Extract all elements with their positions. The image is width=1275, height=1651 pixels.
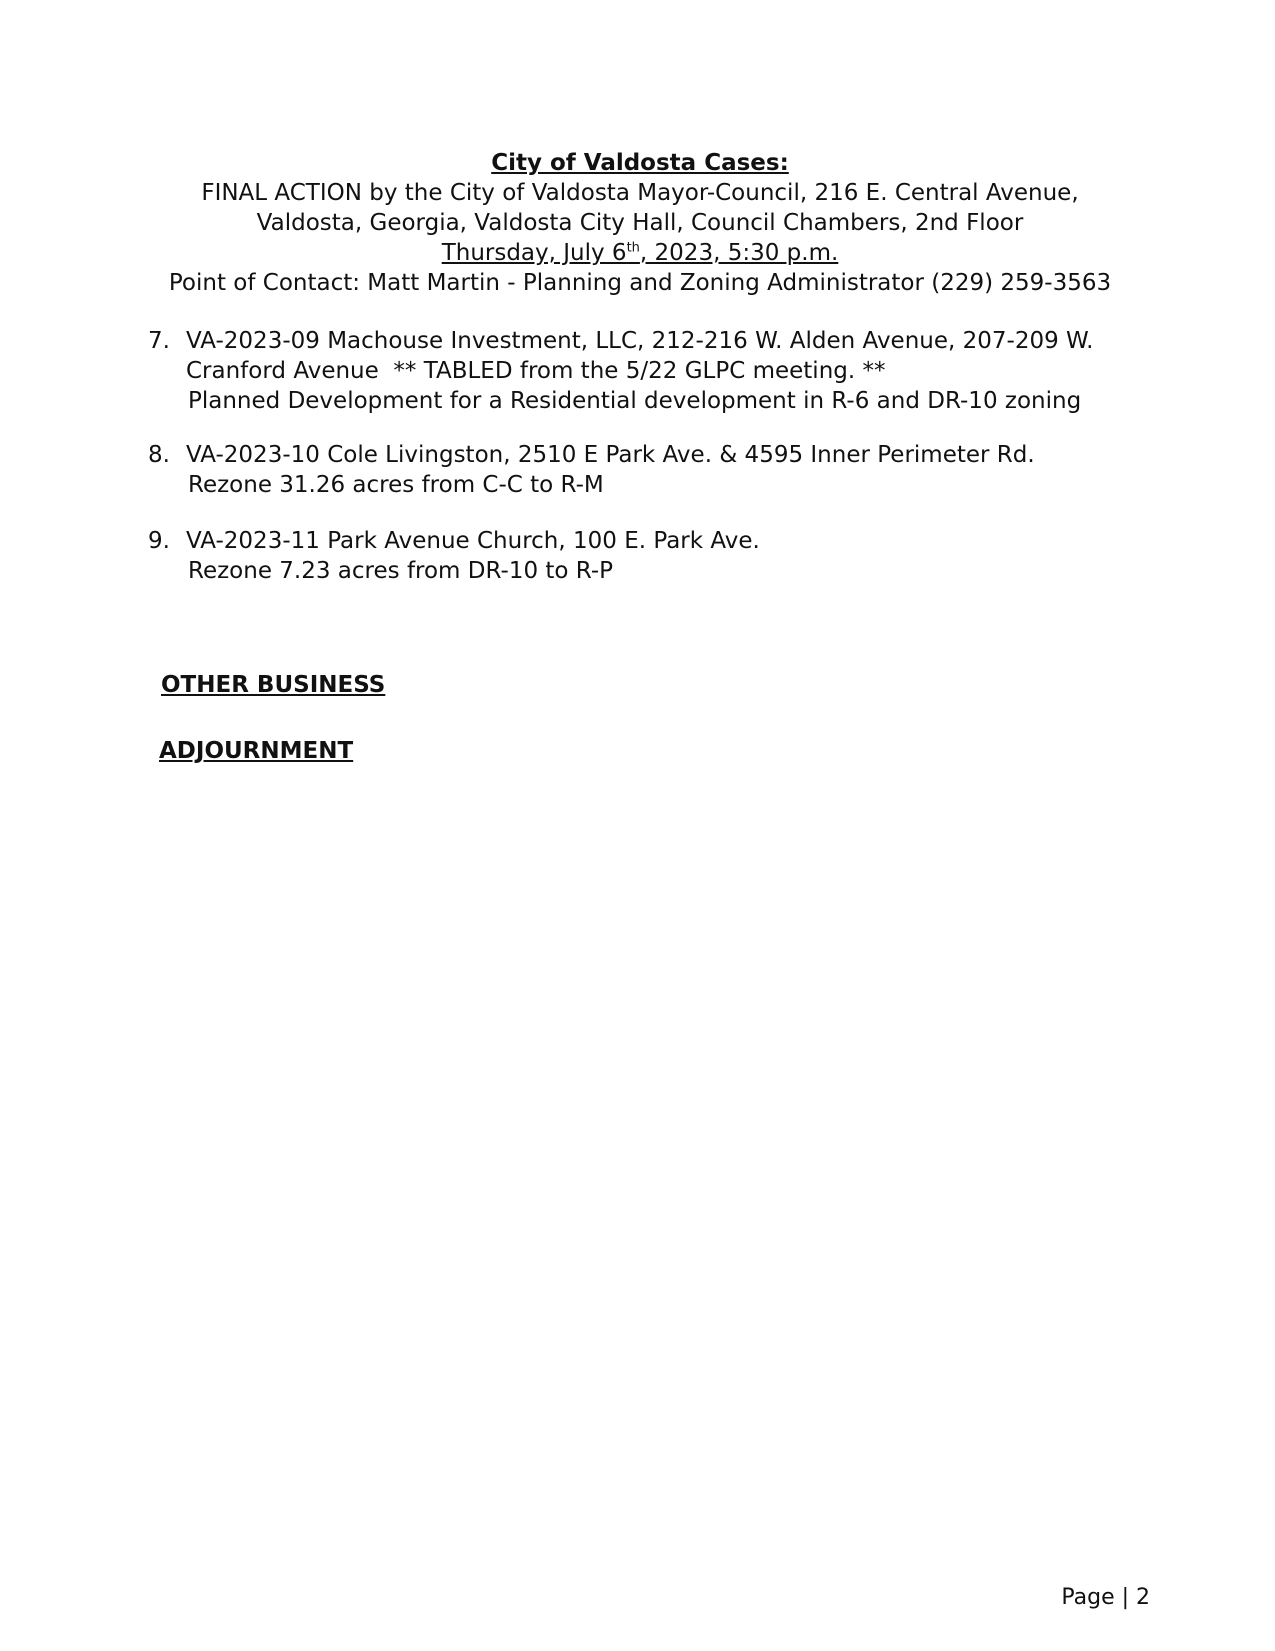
meeting-date-rest: , 2023, 5:30 p.m. <box>639 240 839 266</box>
case-description: Rezone 7.23 acres from DR-10 to R-P <box>188 558 614 584</box>
meeting-date-suffix: th <box>626 240 640 256</box>
other-business-heading: OTHER BUSINESS <box>161 672 386 698</box>
meeting-location-line-2: Valdosta, Georgia, Valdosta City Hall, Council Chambers, 2nd Floor <box>256 210 1024 236</box>
case-title-line-2: Cranford Avenue ** TABLED from the 5/22 GLPC meeting. ** <box>186 358 886 384</box>
case-item-9 <box>148 526 1168 586</box>
case-title-line-1: VA-2023-10 Cole Livingston, 2510 E Park Ave. & 4595 Inner Perimeter Rd. <box>186 442 1035 468</box>
case-number: 7. <box>148 328 170 354</box>
meeting-date-prefix: Thursday, July 6 <box>441 240 627 266</box>
case-description: Planned Development for a Residential development in R-6 and DR-10 zoning <box>188 388 1082 414</box>
case-number: 9. <box>148 528 170 554</box>
cases-header <box>120 148 1160 298</box>
case-description: Rezone 31.26 acres from C-C to R-M <box>188 472 604 498</box>
case-title-line-1: VA-2023-09 Machouse Investment, LLC, 212-216 W. Alden Avenue, 207-209 W. <box>186 328 1094 354</box>
section-title: City of Valdosta Cases: <box>491 150 789 176</box>
case-number: 8. <box>148 442 170 468</box>
adjournment-heading: ADJOURNMENT <box>159 738 354 764</box>
case-title-line-1: VA-2023-11 Park Avenue Church, 100 E. Park Ave. <box>186 528 760 554</box>
point-of-contact: Point of Contact: Matt Martin - Planning and Zoning Administrator (229) 259-3563 <box>168 270 1112 296</box>
meeting-location-line-1: FINAL ACTION by the City of Valdosta Mayor-Council, 216 E. Central Avenue, <box>201 180 1079 206</box>
case-item-7 <box>148 326 1168 416</box>
page-number: Page | 2 <box>1061 1585 1150 1610</box>
meeting-date <box>120 238 1160 268</box>
case-item-8 <box>148 440 1168 500</box>
